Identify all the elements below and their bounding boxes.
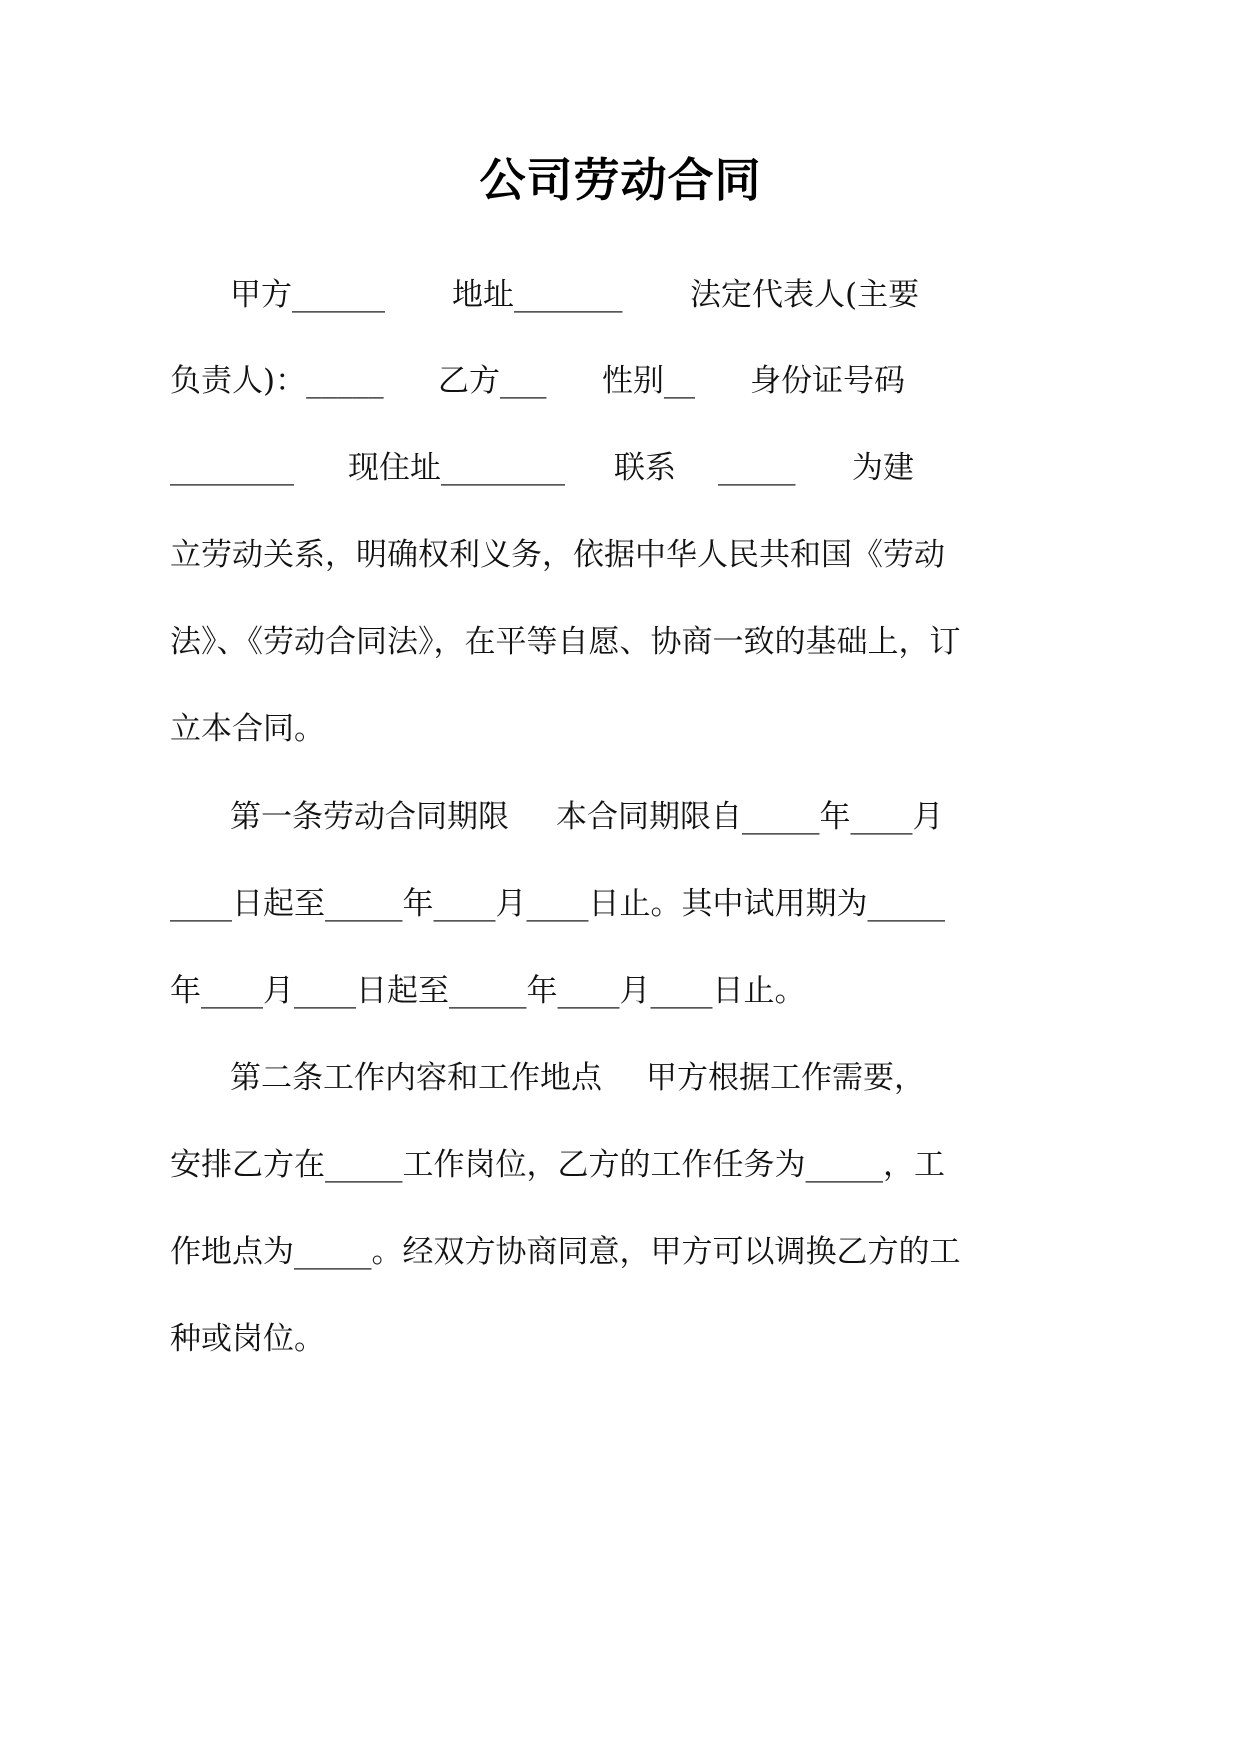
text-segment: 身份证号码: [750, 363, 905, 399]
text-segment: 安排乙方在_____工作岗位，乙方的工作任务为_____，工: [170, 1147, 945, 1183]
text-segment: 本合同期限自_____年____月: [556, 799, 944, 835]
text-segment: 性别__: [602, 363, 695, 399]
text-segment: 立本合同。: [170, 711, 325, 747]
text-segment: 第一条劳动合同期限: [230, 799, 509, 835]
text-line: [0, 356, 1241, 406]
text-line: [0, 792, 1241, 842]
text-segment: 种或岗位。: [170, 1321, 325, 1357]
text-line: [0, 1227, 1241, 1277]
text-segment: 现住址________: [348, 450, 565, 486]
text-segment: 年____月____日起至_____年____月____日止。: [170, 973, 806, 1009]
text-segment: ________: [170, 450, 294, 486]
text-line: [0, 1314, 1241, 1364]
text-segment: 法》、《劳动合同法》，在平等自愿、协商一致的基础上，订: [170, 624, 961, 660]
text-segment: 第二条工作内容和工作地点: [230, 1060, 602, 1096]
text-line: [0, 704, 1241, 754]
text-segment: 立劳动关系，明确权利义务，依据中华人民共和国《劳动: [170, 537, 945, 573]
text-segment: 乙方___: [438, 363, 547, 399]
text-segment: 法定代表人(主要: [690, 277, 920, 313]
text-segment: 作地点为_____。经双方协商同意，甲方可以调换乙方的工: [170, 1234, 961, 1270]
text-segment: ____日起至_____年____月____日止。其中试用期为_____: [170, 886, 945, 922]
text-segment: _____: [718, 450, 796, 486]
text-segment: 甲方______: [230, 277, 385, 313]
text-line: [0, 879, 1241, 929]
text-segment: 联系: [614, 450, 676, 486]
text-segment: 甲方根据工作需要，: [646, 1060, 925, 1096]
text-segment: 为建: [852, 450, 914, 486]
text-line: [0, 966, 1241, 1016]
text-line: [0, 443, 1241, 493]
text-line: [0, 1053, 1241, 1103]
text-line: [0, 617, 1241, 667]
text-segment: 地址_______: [452, 277, 623, 313]
page-title: 公司劳动合同: [479, 153, 762, 207]
text-line: [0, 1140, 1241, 1190]
text-segment: 负责人)：_____: [170, 363, 384, 399]
text-line: [0, 270, 1241, 320]
text-line: [0, 530, 1241, 580]
